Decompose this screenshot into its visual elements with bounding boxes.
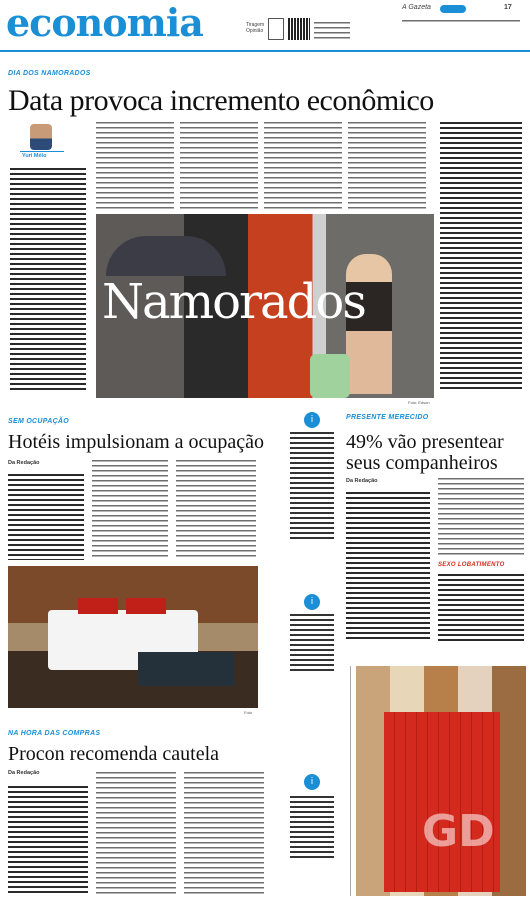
qr-code-icon	[288, 18, 310, 40]
main-col-1	[10, 168, 86, 390]
hotel-photo-credit: Foto	[244, 710, 253, 715]
date-line	[402, 20, 520, 25]
gifts-headline: 49% vão presentear seus companheiros	[346, 431, 504, 474]
pillow-shape-1	[78, 598, 118, 614]
hotel-photo	[8, 566, 258, 708]
hotels-col-2	[92, 460, 168, 560]
main-photo	[96, 214, 434, 398]
main-col-5	[348, 122, 426, 210]
bench-shape	[138, 652, 234, 686]
photo-sign-text: Namorados	[102, 274, 365, 330]
info-icon: i	[304, 412, 320, 428]
watermark-logo: GD	[422, 806, 495, 857]
aside-box-3	[290, 796, 334, 858]
aside-box-1	[290, 432, 334, 542]
main-col-4	[264, 122, 342, 210]
shopping-bag-shape	[310, 354, 350, 398]
pillow-shape-2	[126, 598, 166, 614]
gift-box-shape	[384, 712, 500, 892]
edition-sub: Opinião	[246, 28, 264, 34]
info-icon: i	[304, 594, 320, 610]
main-photo-credit: Foto: Edson	[408, 400, 430, 405]
main-col-3	[180, 122, 258, 210]
procon-byline: Da Redação	[8, 770, 40, 776]
procon-headline: Procon recomenda cautela	[8, 743, 220, 765]
publisher-name: A Gazeta	[402, 4, 431, 11]
hotels-headline: Hotéis impulsionam a ocupação	[8, 431, 265, 453]
masthead-rule	[0, 50, 530, 52]
gifts-box-kicker: SEXO LOBATIMENTO	[438, 562, 505, 568]
hotels-byline: Da Redação	[8, 460, 40, 466]
procon-kicker: NA HORA DAS COMPRAS	[8, 730, 101, 737]
masthead-note	[314, 22, 350, 40]
gift-photo	[356, 666, 526, 896]
main-headline: Data provoca incremento econômico	[8, 84, 434, 117]
section-title: economia	[6, 0, 203, 45]
procon-col-1	[8, 786, 88, 894]
aside-box-2	[290, 614, 334, 674]
main-col-2	[96, 122, 174, 210]
gifts-byline: Da Redação	[346, 478, 378, 484]
main-col-6	[440, 122, 522, 390]
brand-badge-icon	[440, 5, 466, 13]
edition-label: Tiragem	[246, 22, 265, 28]
info-icon: i	[304, 774, 320, 790]
gifts-col-2	[438, 478, 524, 558]
phone-icon	[268, 18, 284, 40]
columnist-name: Yuri Mélo	[22, 153, 47, 159]
hotels-col-1	[8, 474, 84, 560]
columnist-avatar	[30, 124, 52, 150]
columnist-rule	[20, 151, 64, 152]
umbrella-shape	[106, 236, 226, 276]
gifts-col-3	[438, 574, 524, 642]
gifts-kicker: PRESENTE MERECIDO	[346, 414, 429, 421]
procon-col-3	[184, 772, 264, 894]
main-kicker: DIA DOS NAMORADOS	[8, 70, 91, 77]
hotels-col-3	[176, 460, 256, 560]
hotels-kicker: SEM OCUPAÇÃO	[8, 418, 70, 425]
page-number: 17	[504, 4, 512, 11]
procon-col-2	[96, 772, 176, 894]
gifts-col-1	[346, 492, 430, 642]
gift-photo-rule	[350, 666, 351, 896]
